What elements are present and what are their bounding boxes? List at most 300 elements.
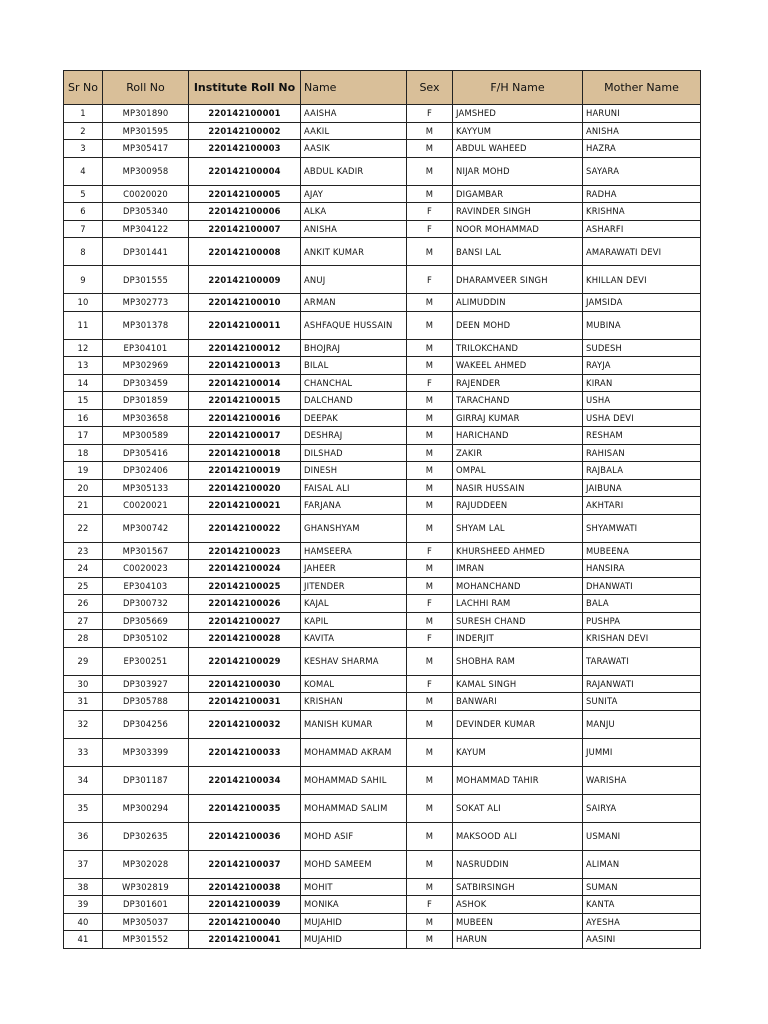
sr-no-cell: 31 xyxy=(64,693,103,711)
roll-no-cell: DP305102 xyxy=(103,630,189,648)
mother-name-cell: KANTA xyxy=(583,896,701,914)
name-cell: CHANCHAL xyxy=(301,374,407,392)
mother-name-cell: AKHTARI xyxy=(583,497,701,515)
institute-roll-no-cell: 220142100024 xyxy=(189,560,301,578)
roll-no-cell: DP305416 xyxy=(103,444,189,462)
name-cell: DILSHAD xyxy=(301,444,407,462)
sr-no-cell: 32 xyxy=(64,710,103,738)
table-row xyxy=(64,220,701,238)
sr-no-cell: 30 xyxy=(64,675,103,693)
sex-cell: M xyxy=(407,766,453,794)
sr-no-cell: 4 xyxy=(64,157,103,185)
institute-roll-no-cell: 220142100006 xyxy=(189,203,301,221)
table-row xyxy=(64,409,701,427)
table-row xyxy=(64,185,701,203)
header-sr-no: Sr No xyxy=(64,71,103,105)
sr-no-cell: 7 xyxy=(64,220,103,238)
fh-name-cell: NASIR HUSSAIN xyxy=(453,479,583,497)
table-row xyxy=(64,339,701,357)
mother-name-cell: SUDESH xyxy=(583,339,701,357)
fh-name-cell: KAYUM xyxy=(453,738,583,766)
table-row xyxy=(64,140,701,158)
header-roll-no: Roll No xyxy=(103,71,189,105)
fh-name-cell: NASRUDDIN xyxy=(453,850,583,878)
institute-roll-no-cell: 220142100019 xyxy=(189,462,301,480)
roll-no-cell: DP302406 xyxy=(103,462,189,480)
table-row xyxy=(64,105,701,123)
institute-roll-no-cell: 220142100039 xyxy=(189,896,301,914)
fh-name-cell: OMPAL xyxy=(453,462,583,480)
table-row xyxy=(64,630,701,648)
roll-no-cell: MP300294 xyxy=(103,794,189,822)
institute-roll-no-cell: 220142100037 xyxy=(189,850,301,878)
roll-no-cell: MP301567 xyxy=(103,542,189,560)
roll-no-cell: MP303658 xyxy=(103,409,189,427)
sr-no-cell: 1 xyxy=(64,105,103,123)
roll-no-cell: EP304101 xyxy=(103,339,189,357)
mother-name-cell: KRISHNA xyxy=(583,203,701,221)
roll-no-cell: MP300958 xyxy=(103,157,189,185)
roll-no-cell: MP301595 xyxy=(103,122,189,140)
sex-cell: M xyxy=(407,311,453,339)
name-cell: KAVITA xyxy=(301,630,407,648)
mother-name-cell: KIRAN xyxy=(583,374,701,392)
fh-name-cell: LACHHI RAM xyxy=(453,595,583,613)
roll-no-cell: C0020023 xyxy=(103,560,189,578)
table-row xyxy=(64,612,701,630)
fh-name-cell: ZAKIR xyxy=(453,444,583,462)
institute-roll-no-cell: 220142100014 xyxy=(189,374,301,392)
institute-roll-no-cell: 220142100008 xyxy=(189,238,301,266)
sr-no-cell: 22 xyxy=(64,514,103,542)
sr-no-cell: 35 xyxy=(64,794,103,822)
name-cell: ANUJ xyxy=(301,266,407,294)
mother-name-cell: JUMMI xyxy=(583,738,701,766)
sex-cell: M xyxy=(407,357,453,375)
name-cell: KAPIL xyxy=(301,612,407,630)
table-row xyxy=(64,794,701,822)
sex-cell: M xyxy=(407,577,453,595)
table-row xyxy=(64,896,701,914)
header-fh-name: F/H Name xyxy=(453,71,583,105)
fh-name-cell: DIGAMBAR xyxy=(453,185,583,203)
sex-cell: M xyxy=(407,185,453,203)
roll-no-cell: EP304103 xyxy=(103,577,189,595)
mother-name-cell: DHANWATI xyxy=(583,577,701,595)
fh-name-cell: INDERJIT xyxy=(453,630,583,648)
institute-roll-no-cell: 220142100033 xyxy=(189,738,301,766)
sr-no-cell: 36 xyxy=(64,822,103,850)
institute-roll-no-cell: 220142100032 xyxy=(189,710,301,738)
fh-name-cell: RAVINDER SINGH xyxy=(453,203,583,221)
fh-name-cell: SHOBHA RAM xyxy=(453,647,583,675)
institute-roll-no-cell: 220142100038 xyxy=(189,878,301,896)
roll-no-cell: MP301552 xyxy=(103,931,189,949)
fh-name-cell: WAKEEL AHMED xyxy=(453,357,583,375)
table-row xyxy=(64,392,701,410)
mother-name-cell: ANISHA xyxy=(583,122,701,140)
fh-name-cell: DHARAMVEER SINGH xyxy=(453,266,583,294)
sex-cell: M xyxy=(407,738,453,766)
fh-name-cell: KAMAL SINGH xyxy=(453,675,583,693)
sex-cell: M xyxy=(407,427,453,445)
fh-name-cell: RAJUDDEEN xyxy=(453,497,583,515)
mother-name-cell: AYESHA xyxy=(583,913,701,931)
fh-name-cell: SURESH CHAND xyxy=(453,612,583,630)
sex-cell: M xyxy=(407,479,453,497)
roll-no-cell: C0020020 xyxy=(103,185,189,203)
mother-name-cell: KHILLAN DEVI xyxy=(583,266,701,294)
roll-no-cell: MP304122 xyxy=(103,220,189,238)
institute-roll-no-cell: 220142100034 xyxy=(189,766,301,794)
sex-cell: F xyxy=(407,203,453,221)
institute-roll-no-cell: 220142100022 xyxy=(189,514,301,542)
institute-roll-no-cell: 220142100017 xyxy=(189,427,301,445)
mother-name-cell: MUBEENA xyxy=(583,542,701,560)
header-mother-name: Mother Name xyxy=(583,71,701,105)
institute-roll-no-cell: 220142100031 xyxy=(189,693,301,711)
name-cell: MOHD ASIF xyxy=(301,822,407,850)
mother-name-cell: SAYARA xyxy=(583,157,701,185)
roll-no-cell: C0020021 xyxy=(103,497,189,515)
mother-name-cell: USHA DEVI xyxy=(583,409,701,427)
name-cell: FAISAL ALI xyxy=(301,479,407,497)
fh-name-cell: RAJENDER xyxy=(453,374,583,392)
sex-cell: M xyxy=(407,157,453,185)
fh-name-cell: TRILOKCHAND xyxy=(453,339,583,357)
mother-name-cell: RAJBALA xyxy=(583,462,701,480)
sex-cell: M xyxy=(407,822,453,850)
sr-no-cell: 40 xyxy=(64,913,103,931)
sex-cell: M xyxy=(407,913,453,931)
institute-roll-no-cell: 220142100005 xyxy=(189,185,301,203)
roll-no-cell: MP300742 xyxy=(103,514,189,542)
fh-name-cell: NIJAR MOHD xyxy=(453,157,583,185)
roll-no-cell: DP305669 xyxy=(103,612,189,630)
table-row xyxy=(64,497,701,515)
sex-cell: M xyxy=(407,409,453,427)
sr-no-cell: 8 xyxy=(64,238,103,266)
fh-name-cell: IMRAN xyxy=(453,560,583,578)
institute-roll-no-cell: 220142100030 xyxy=(189,675,301,693)
name-cell: MUJAHID xyxy=(301,931,407,949)
sr-no-cell: 11 xyxy=(64,311,103,339)
sex-cell: M xyxy=(407,514,453,542)
name-cell: ASHFAQUE HUSSAIN xyxy=(301,311,407,339)
sex-cell: M xyxy=(407,294,453,312)
sr-no-cell: 25 xyxy=(64,577,103,595)
roll-no-cell: DP303927 xyxy=(103,675,189,693)
table-row xyxy=(64,462,701,480)
sr-no-cell: 19 xyxy=(64,462,103,480)
sex-cell: M xyxy=(407,462,453,480)
roll-no-cell: MP302028 xyxy=(103,850,189,878)
header-row xyxy=(64,71,701,105)
name-cell: KOMAL xyxy=(301,675,407,693)
fh-name-cell: KAYYUM xyxy=(453,122,583,140)
sr-no-cell: 29 xyxy=(64,647,103,675)
sex-cell: M xyxy=(407,612,453,630)
mother-name-cell: RESHAM xyxy=(583,427,701,445)
sex-cell: M xyxy=(407,560,453,578)
name-cell: KESHAV SHARMA xyxy=(301,647,407,675)
name-cell: DALCHAND xyxy=(301,392,407,410)
institute-roll-no-cell: 220142100035 xyxy=(189,794,301,822)
mother-name-cell: BALA xyxy=(583,595,701,613)
table-row xyxy=(64,577,701,595)
fh-name-cell: BANSI LAL xyxy=(453,238,583,266)
sr-no-cell: 17 xyxy=(64,427,103,445)
mother-name-cell: ASHARFI xyxy=(583,220,701,238)
table-row xyxy=(64,238,701,266)
institute-roll-no-cell: 220142100026 xyxy=(189,595,301,613)
mother-name-cell: RADHA xyxy=(583,185,701,203)
header-sex: Sex xyxy=(407,71,453,105)
name-cell: AJAY xyxy=(301,185,407,203)
table-row xyxy=(64,822,701,850)
name-cell: MOHAMMAD AKRAM xyxy=(301,738,407,766)
fh-name-cell: SHYAM LAL xyxy=(453,514,583,542)
fh-name-cell: HARICHAND xyxy=(453,427,583,445)
name-cell: FARJANA xyxy=(301,497,407,515)
sr-no-cell: 6 xyxy=(64,203,103,221)
table-row xyxy=(64,878,701,896)
sr-no-cell: 27 xyxy=(64,612,103,630)
sr-no-cell: 12 xyxy=(64,339,103,357)
sr-no-cell: 39 xyxy=(64,896,103,914)
fh-name-cell: SOKAT ALI xyxy=(453,794,583,822)
name-cell: ABDUL KADIR xyxy=(301,157,407,185)
sr-no-cell: 9 xyxy=(64,266,103,294)
institute-roll-no-cell: 220142100007 xyxy=(189,220,301,238)
institute-roll-no-cell: 220142100004 xyxy=(189,157,301,185)
institute-roll-no-cell: 220142100028 xyxy=(189,630,301,648)
table-row xyxy=(64,357,701,375)
fh-name-cell: ALIMUDDIN xyxy=(453,294,583,312)
mother-name-cell: RAJANWATI xyxy=(583,675,701,693)
sex-cell: M xyxy=(407,931,453,949)
institute-roll-no-cell: 220142100040 xyxy=(189,913,301,931)
mother-name-cell: JAIBUNA xyxy=(583,479,701,497)
institute-roll-no-cell: 220142100027 xyxy=(189,612,301,630)
institute-roll-no-cell: 220142100041 xyxy=(189,931,301,949)
institute-roll-no-cell: 220142100012 xyxy=(189,339,301,357)
fh-name-cell: MUBEEN xyxy=(453,913,583,931)
roll-no-cell: DP301601 xyxy=(103,896,189,914)
name-cell: DEEPAK xyxy=(301,409,407,427)
name-cell: BILAL xyxy=(301,357,407,375)
fh-name-cell: DEEN MOHD xyxy=(453,311,583,339)
table-row xyxy=(64,479,701,497)
sex-cell: M xyxy=(407,444,453,462)
mother-name-cell: SAIRYA xyxy=(583,794,701,822)
roll-no-cell: MP300589 xyxy=(103,427,189,445)
roll-no-cell: MP305133 xyxy=(103,479,189,497)
sex-cell: F xyxy=(407,374,453,392)
sr-no-cell: 41 xyxy=(64,931,103,949)
table-row xyxy=(64,294,701,312)
table-row xyxy=(64,427,701,445)
header-institute-roll-no: Institute Roll No xyxy=(189,71,301,105)
sr-no-cell: 14 xyxy=(64,374,103,392)
name-cell: MOHIT xyxy=(301,878,407,896)
name-cell: MOHAMMAD SAHIL xyxy=(301,766,407,794)
sr-no-cell: 23 xyxy=(64,542,103,560)
sex-cell: M xyxy=(407,122,453,140)
roll-no-cell: MP301890 xyxy=(103,105,189,123)
sex-cell: F xyxy=(407,105,453,123)
sex-cell: F xyxy=(407,896,453,914)
mother-name-cell: KRISHAN DEVI xyxy=(583,630,701,648)
roll-no-cell: MP302969 xyxy=(103,357,189,375)
table-row xyxy=(64,647,701,675)
sex-cell: F xyxy=(407,630,453,648)
roll-no-cell: MP301378 xyxy=(103,311,189,339)
mother-name-cell: TARAWATI xyxy=(583,647,701,675)
sr-no-cell: 15 xyxy=(64,392,103,410)
fh-name-cell: NOOR MOHAMMAD xyxy=(453,220,583,238)
name-cell: JAHEER xyxy=(301,560,407,578)
sex-cell: M xyxy=(407,850,453,878)
roll-no-cell: DP301441 xyxy=(103,238,189,266)
institute-roll-no-cell: 220142100021 xyxy=(189,497,301,515)
roll-no-cell: DP301555 xyxy=(103,266,189,294)
fh-name-cell: JAMSHED xyxy=(453,105,583,123)
roll-no-cell: DP305340 xyxy=(103,203,189,221)
mother-name-cell: SHYAMWATI xyxy=(583,514,701,542)
mother-name-cell: RAHISAN xyxy=(583,444,701,462)
institute-roll-no-cell: 220142100011 xyxy=(189,311,301,339)
sr-no-cell: 10 xyxy=(64,294,103,312)
name-cell: DINESH xyxy=(301,462,407,480)
sex-cell: M xyxy=(407,497,453,515)
roll-no-cell: DP300732 xyxy=(103,595,189,613)
sex-cell: M xyxy=(407,794,453,822)
sex-cell: M xyxy=(407,647,453,675)
roll-no-cell: WP302819 xyxy=(103,878,189,896)
fh-name-cell: SATBIRSINGH xyxy=(453,878,583,896)
sr-no-cell: 20 xyxy=(64,479,103,497)
roll-no-cell: DP302635 xyxy=(103,822,189,850)
mother-name-cell: MANJU xyxy=(583,710,701,738)
fh-name-cell: TARACHAND xyxy=(453,392,583,410)
roll-no-cell: MP305037 xyxy=(103,913,189,931)
institute-roll-no-cell: 220142100023 xyxy=(189,542,301,560)
name-cell: DESHRAJ xyxy=(301,427,407,445)
sex-cell: M xyxy=(407,710,453,738)
sr-no-cell: 24 xyxy=(64,560,103,578)
name-cell: MONIKA xyxy=(301,896,407,914)
mother-name-cell: HAZRA xyxy=(583,140,701,158)
table-row xyxy=(64,766,701,794)
institute-roll-no-cell: 220142100003 xyxy=(189,140,301,158)
table-row xyxy=(64,157,701,185)
roll-no-cell: DP301859 xyxy=(103,392,189,410)
roll-no-cell: EP300251 xyxy=(103,647,189,675)
table-row xyxy=(64,595,701,613)
mother-name-cell: JAMSIDA xyxy=(583,294,701,312)
sr-no-cell: 33 xyxy=(64,738,103,766)
table-row xyxy=(64,203,701,221)
name-cell: MOHD SAMEEM xyxy=(301,850,407,878)
institute-roll-no-cell: 220142100020 xyxy=(189,479,301,497)
table-row xyxy=(64,710,701,738)
roll-no-cell: DP304256 xyxy=(103,710,189,738)
table-row xyxy=(64,374,701,392)
sr-no-cell: 13 xyxy=(64,357,103,375)
table-row xyxy=(64,913,701,931)
table-row xyxy=(64,931,701,949)
sex-cell: F xyxy=(407,675,453,693)
name-cell: AAKIL xyxy=(301,122,407,140)
mother-name-cell: MUBINA xyxy=(583,311,701,339)
student-list-table xyxy=(63,70,701,949)
name-cell: AASIK xyxy=(301,140,407,158)
roll-no-cell: DP305788 xyxy=(103,693,189,711)
name-cell: ANKIT KUMAR xyxy=(301,238,407,266)
mother-name-cell: ALIMAN xyxy=(583,850,701,878)
name-cell: AAISHA xyxy=(301,105,407,123)
name-cell: ANISHA xyxy=(301,220,407,238)
name-cell: HAMSEERA xyxy=(301,542,407,560)
fh-name-cell: ABDUL WAHEED xyxy=(453,140,583,158)
fh-name-cell: KHURSHEED AHMED xyxy=(453,542,583,560)
institute-roll-no-cell: 220142100010 xyxy=(189,294,301,312)
sex-cell: M xyxy=(407,238,453,266)
institute-roll-no-cell: 220142100013 xyxy=(189,357,301,375)
sr-no-cell: 16 xyxy=(64,409,103,427)
name-cell: MUJAHID xyxy=(301,913,407,931)
institute-roll-no-cell: 220142100029 xyxy=(189,647,301,675)
table-row xyxy=(64,311,701,339)
name-cell: MANISH KUMAR xyxy=(301,710,407,738)
fh-name-cell: MOHANCHAND xyxy=(453,577,583,595)
sex-cell: F xyxy=(407,266,453,294)
sex-cell: F xyxy=(407,595,453,613)
institute-roll-no-cell: 220142100025 xyxy=(189,577,301,595)
mother-name-cell: PUSHPA xyxy=(583,612,701,630)
table-row xyxy=(64,514,701,542)
sr-no-cell: 37 xyxy=(64,850,103,878)
sex-cell: M xyxy=(407,339,453,357)
name-cell: GHANSHYAM xyxy=(301,514,407,542)
sex-cell: F xyxy=(407,220,453,238)
sr-no-cell: 34 xyxy=(64,766,103,794)
institute-roll-no-cell: 220142100002 xyxy=(189,122,301,140)
table-row xyxy=(64,122,701,140)
name-cell: BHOJRAJ xyxy=(301,339,407,357)
institute-roll-no-cell: 220142100018 xyxy=(189,444,301,462)
roll-no-cell: MP305417 xyxy=(103,140,189,158)
mother-name-cell: USMANI xyxy=(583,822,701,850)
name-cell: ARMAN xyxy=(301,294,407,312)
sr-no-cell: 26 xyxy=(64,595,103,613)
name-cell: KAJAL xyxy=(301,595,407,613)
mother-name-cell: USHA xyxy=(583,392,701,410)
institute-roll-no-cell: 220142100009 xyxy=(189,266,301,294)
fh-name-cell: MOHAMMAD TAHIR xyxy=(453,766,583,794)
table-row xyxy=(64,560,701,578)
institute-roll-no-cell: 220142100001 xyxy=(189,105,301,123)
sex-cell: M xyxy=(407,392,453,410)
table-row xyxy=(64,850,701,878)
fh-name-cell: ASHOK xyxy=(453,896,583,914)
institute-roll-no-cell: 220142100015 xyxy=(189,392,301,410)
institute-roll-no-cell: 220142100036 xyxy=(189,822,301,850)
sr-no-cell: 28 xyxy=(64,630,103,648)
mother-name-cell: HARUNI xyxy=(583,105,701,123)
sr-no-cell: 2 xyxy=(64,122,103,140)
